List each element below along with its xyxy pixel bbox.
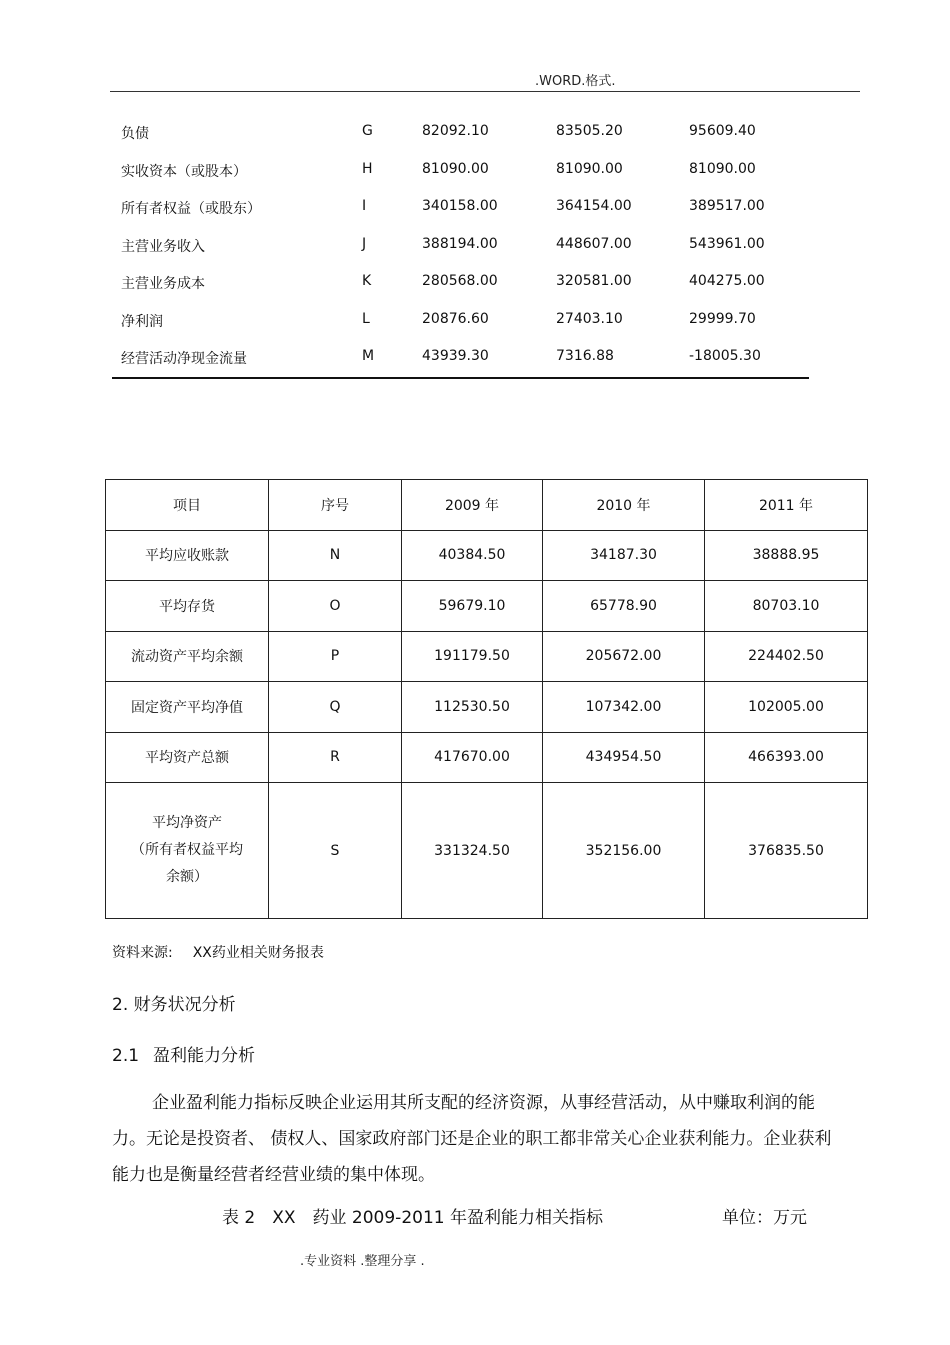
row-code: S xyxy=(269,783,402,919)
value-2010: 7316.88 xyxy=(556,348,614,364)
row-code: L xyxy=(362,310,370,327)
row-name: 经营活动净现金流量 xyxy=(121,351,247,367)
header-code: 序号 xyxy=(269,480,402,531)
header-2009: 2009 年 xyxy=(402,480,543,531)
row-name: 所有者权益（或股东） xyxy=(121,201,261,217)
value-2011: 376835.50 xyxy=(705,783,868,919)
row-code: P xyxy=(269,631,402,682)
table-row xyxy=(106,631,868,682)
value-2011: 543961.00 xyxy=(689,235,765,252)
value-2009: 59679.10 xyxy=(402,581,543,632)
value-2009: 417670.00 xyxy=(402,732,543,783)
row-name: 平均应收账款 xyxy=(106,530,269,581)
value-2009: 112530.50 xyxy=(402,682,543,733)
value-2010: 107342.00 xyxy=(543,682,705,733)
row-name: 实收资本（或股本） xyxy=(121,163,247,180)
value-2009: 81090.00 xyxy=(422,160,489,177)
table-row xyxy=(112,301,809,339)
row-name-line1: 平均净资产 xyxy=(152,815,222,831)
table-row xyxy=(112,226,809,264)
value-2011: 404275.00 xyxy=(689,273,765,289)
row-code: I xyxy=(362,198,367,214)
row-code: M xyxy=(362,348,375,364)
value-2009: 280568.00 xyxy=(422,273,498,289)
value-2010: 364154.00 xyxy=(556,198,632,214)
row-name: 主营业务成本 xyxy=(121,276,205,292)
value-2011: 224402.50 xyxy=(705,631,868,682)
table-header-row xyxy=(106,480,868,531)
table-bottom-rule xyxy=(112,377,809,379)
table-row xyxy=(112,113,809,151)
table-caption: 表 2 XX 药业 2009-2011 年盈利能力相关指标 xyxy=(222,1208,603,1228)
value-2009: 82092.10 xyxy=(422,123,489,139)
value-2011: 389517.00 xyxy=(689,198,765,214)
table-row xyxy=(106,783,868,919)
row-name: 主营业务收入 xyxy=(121,238,205,255)
table-unit: 单位：万元 xyxy=(722,1208,807,1228)
value-2011: 29999.70 xyxy=(689,310,756,327)
row-code: N xyxy=(269,530,402,581)
header-rule xyxy=(110,91,860,92)
table-row xyxy=(112,338,809,376)
value-2009: 20876.60 xyxy=(422,310,489,327)
value-2010: 34187.30 xyxy=(543,530,705,581)
row-name-line3: 余额） xyxy=(166,869,208,885)
table-row xyxy=(106,581,868,632)
financial-table-top xyxy=(112,113,809,376)
value-2009: 191179.50 xyxy=(402,631,543,682)
table-row xyxy=(112,151,809,189)
page-header: .WORD.格式. xyxy=(535,74,616,89)
value-2011: 95609.40 xyxy=(689,123,756,139)
header-2010: 2010 年 xyxy=(543,480,705,531)
value-2010: 65778.90 xyxy=(543,581,705,632)
row-code: G xyxy=(362,123,373,139)
table-row xyxy=(112,263,809,301)
row-name-line2: （所有者权益平均 xyxy=(131,842,243,858)
average-indicators-table xyxy=(105,479,868,919)
row-code: R xyxy=(269,732,402,783)
row-code: Q xyxy=(269,682,402,733)
table-row xyxy=(106,530,868,581)
value-2011: 80703.10 xyxy=(705,581,868,632)
value-2010: 81090.00 xyxy=(556,160,623,177)
row-code: H xyxy=(362,160,373,177)
row-code: K xyxy=(362,273,372,289)
value-2009: 331324.50 xyxy=(402,783,543,919)
data-source-note xyxy=(112,942,324,962)
value-2011: 38888.95 xyxy=(705,530,868,581)
header-2011: 2011 年 xyxy=(705,480,868,531)
row-name: 负债 xyxy=(121,126,149,142)
table-row xyxy=(106,682,868,733)
table-row xyxy=(112,188,809,226)
row-name: 流动资产平均余额 xyxy=(106,631,269,682)
value-2011: 81090.00 xyxy=(689,160,756,177)
row-name: 固定资产平均净值 xyxy=(106,682,269,733)
row-code: O xyxy=(269,581,402,632)
value-2010: 448607.00 xyxy=(556,235,632,252)
value-2010: 27403.10 xyxy=(556,310,623,327)
row-name: 净利润 xyxy=(121,313,163,330)
value-2010: 434954.50 xyxy=(543,732,705,783)
row-name: 平均存货 xyxy=(106,581,269,632)
row-code: J xyxy=(362,235,367,252)
source-name: XX药业相关财务报表 xyxy=(192,945,324,961)
value-2009: 40384.50 xyxy=(402,530,543,581)
value-2010: 205672.00 xyxy=(543,631,705,682)
subsection-heading xyxy=(112,1041,255,1066)
value-2011: -18005.30 xyxy=(689,348,761,364)
page-footer: .专业资料 .整理分享 . xyxy=(300,1254,425,1269)
header-item: 项目 xyxy=(106,480,269,531)
value-2010: 320581.00 xyxy=(556,273,632,289)
value-2011: 102005.00 xyxy=(705,682,868,733)
row-name xyxy=(106,783,269,919)
value-2009: 340158.00 xyxy=(422,198,498,214)
value-2011: 466393.00 xyxy=(705,732,868,783)
body-paragraph: 企业盈利能力指标反映企业运用其所支配的经济资源，从事经营活动，从中赚取利润的能力。无论是投资者、 债权人、国家政府部门还是企业的职工都非常关心企业获利能力。企业获利能力也是衡量经营者经营业绩的集中体现。 xyxy=(112,1093,832,1185)
subsection-number: 2.1 xyxy=(112,1046,140,1066)
value-2009: 388194.00 xyxy=(422,235,498,252)
subsection-title: 盈利能力分析 xyxy=(153,1046,256,1066)
source-label: 资料来源: xyxy=(112,945,173,961)
row-name: 平均资产总额 xyxy=(106,732,269,783)
value-2010: 352156.00 xyxy=(543,783,705,919)
section-heading: 2. 财务状况分析 xyxy=(112,995,236,1015)
value-2010: 83505.20 xyxy=(556,123,623,139)
table-row xyxy=(106,732,868,783)
value-2009: 43939.30 xyxy=(422,348,489,364)
